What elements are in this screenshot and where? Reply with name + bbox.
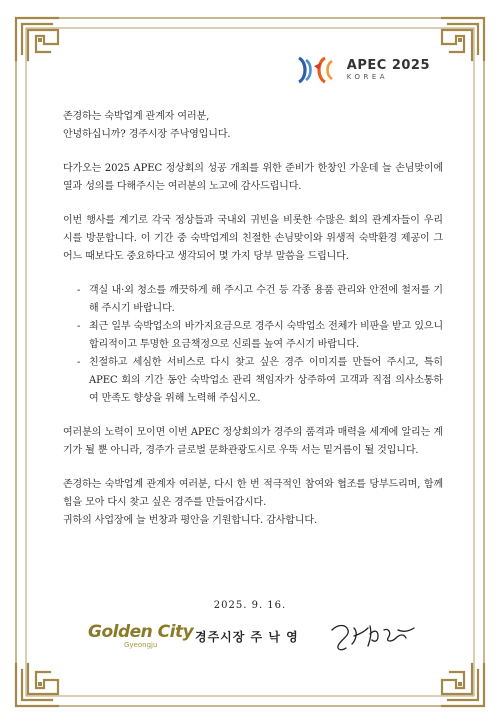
paragraph-2: 이번 행사를 계기로 각국 정상들과 국내외 귀빈을 비롯한 수많은 회의 관계자들이 우리 시를 방문합니다. 이 기간 중 숙박업계의 친절한 손님맞이와 위생적 숙박환경 제공이 그 어느 때보다도 중요하다고 생각되어 몇 가지 당부 말씀을 드립니다. <box>63 215 443 262</box>
mayor-title: 경주시장 주 낙 영 <box>195 630 299 644</box>
request-list <box>63 282 443 408</box>
paragraph-1: 다가오는 2025 APEC 정상회의 성공 개최를 위한 준비가 한창인 가운데 늘 손님맞이에 열과 성의를 다해주시는 여러분의 노고에 감사드립니다. <box>63 163 443 192</box>
paragraph-3: 여러분의 노력이 모이면 이번 APEC 정상회의가 경주의 품격과 매력을 세계에 알리는 계기가 될 뿐 아니라, 경주가 글로벌 문화관광도시로 우뚝 서는 밑거름이 될 것입니다. <box>63 427 443 456</box>
handwritten-signature <box>328 618 418 654</box>
letter-body <box>63 108 443 546</box>
greeting-line-1: 존경하는 숙박업계 관계자 여러분, <box>63 111 210 122</box>
golden-city-logo-text: Golden City <box>88 622 194 642</box>
golden-city-logo <box>88 622 194 649</box>
greeting <box>63 108 443 144</box>
golden-city-logo-subtext: Gyeongju <box>124 641 158 649</box>
greeting-line-2: 안녕하십니까? 경주시장 주낙영입니다. <box>63 129 231 140</box>
request-item: - 친절하고 세심한 서비스로 다시 찾고 싶은 경주 이미지를 만들어 주시고, 특히 APEC 회의 기간 동안 숙박업소 관리 책임자가 상주하여 고객과 직접 의사소통하여 만족도 향상을 위해 노력해 주십시오. <box>77 354 443 408</box>
apec-logo-title: APEC 2025 <box>346 58 430 73</box>
request-item: - 객실 내·외 청소를 깨끗하게 해 주시고 수건 등 각종 용품 관리와 안전에 철저를 기해 주시기 바랍니다. <box>77 282 443 318</box>
apec-emblem-icon <box>295 54 341 86</box>
request-item: - 최근 일부 숙박업소의 바가지요금으로 경주시 숙박업소 전체가 비판을 받고 있으니 합리적이고 투명한 요금책정으로 신뢰를 높여 주시기 바랍니다. <box>77 318 443 354</box>
apec-logo-subtitle: KOREA <box>346 73 389 81</box>
apec-logo <box>295 54 430 86</box>
closing-line-2: 귀하의 사업장에 늘 번창과 평안을 기원합니다. 감사합니다. <box>63 515 318 526</box>
closing-line-1: 존경하는 숙박업계 관계자 여러분, 다시 한 번 적극적인 참여와 협조를 당부드리며, 함께 힘을 모아 다시 찾고 싶은 경주를 만들어갑시다. <box>63 479 443 508</box>
letter-date: 2025. 9. 16. <box>213 600 287 611</box>
closing <box>63 476 443 530</box>
signature-block <box>88 624 428 664</box>
